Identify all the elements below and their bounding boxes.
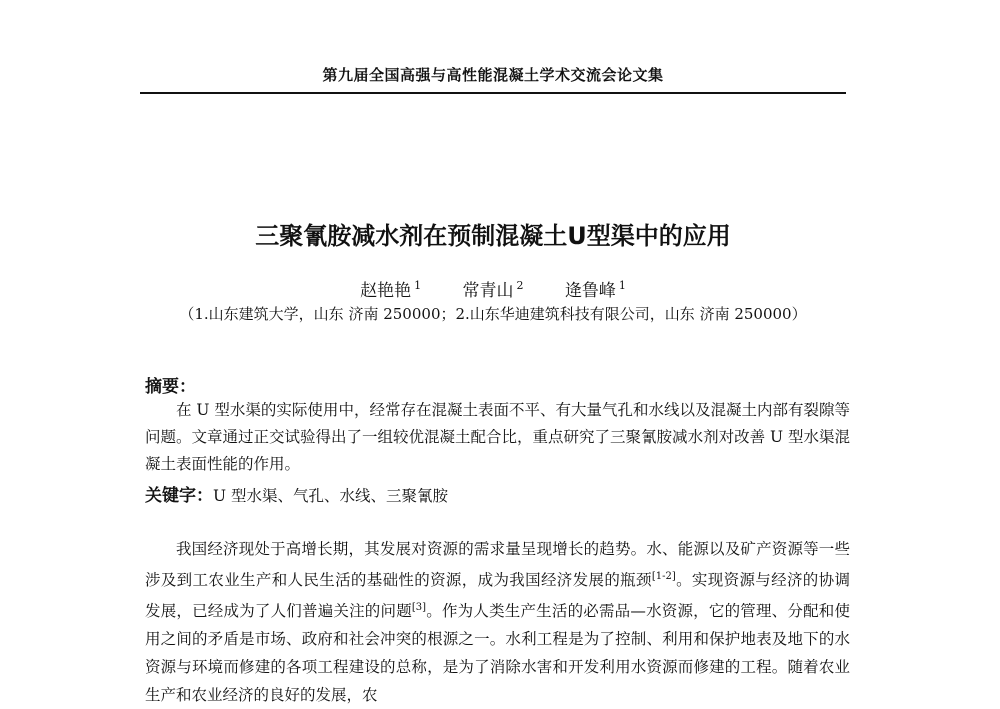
author-list <box>140 276 846 301</box>
affiliation: （1.山东建筑大学，山东 济南 250000；2.山东华迪建筑科技有限公司，山东 济南 250000） <box>179 305 807 323</box>
keywords <box>145 481 850 506</box>
abstract-heading: 摘要： <box>145 377 196 397</box>
citation: [3] <box>411 602 427 614</box>
author: 赵艳艳 $^1$ <box>360 279 422 301</box>
running-header: 第九届全国高强与高性能混凝土学术交流会论文集 <box>322 66 664 84</box>
article-title: 三聚氰胺减水剂在预制混凝土U型渠中的应用 <box>255 222 731 250</box>
keywords-text: U 型水渠、气孔、水线、三聚氰胺 <box>213 487 448 505</box>
citation: [1-2] <box>651 571 676 582</box>
header-rule <box>140 92 846 94</box>
body-paragraph: 我国经济现处于高增长期，其发展对资源的需求量呈现增长的趋势。水、能源以及矿产资源等一些涉及到工农业生产和人民生活的基础性的资源，成为我国经济发展的瓶颈[1-2]。实现资源与经济的协调发展，已经成为了人们普遍关注的问题[3]。作为人类生产生活的必需品—水资源，它的管理、分配和使用之间的矛盾是市场、政府和社会冲突的根源之一。水利工程是为了控制、利用和保护地表及地下的水资源与环境而修建的各项工程建设的总称，是为了消除水害和开发利用水资源而修建的工程。随着农业生产和农业经济的良好的发展，农 <box>145 540 850 705</box>
keywords-label: 关键字： <box>145 486 213 506</box>
author: 常青山 $^2$ <box>462 279 524 301</box>
abstract-text: 在 U 型水渠的实际使用中，经常存在混凝土表面不平、有大量气孔和水线以及混凝土内部有裂隙等问题。文章通过正交试验得出了一组较优混凝土配合比，重点研究了三聚氰胺减水剂对改善 U 型水渠混凝土表面性能的作用。 <box>145 401 850 473</box>
author: 逄鲁峰 $^1$ <box>564 279 626 301</box>
